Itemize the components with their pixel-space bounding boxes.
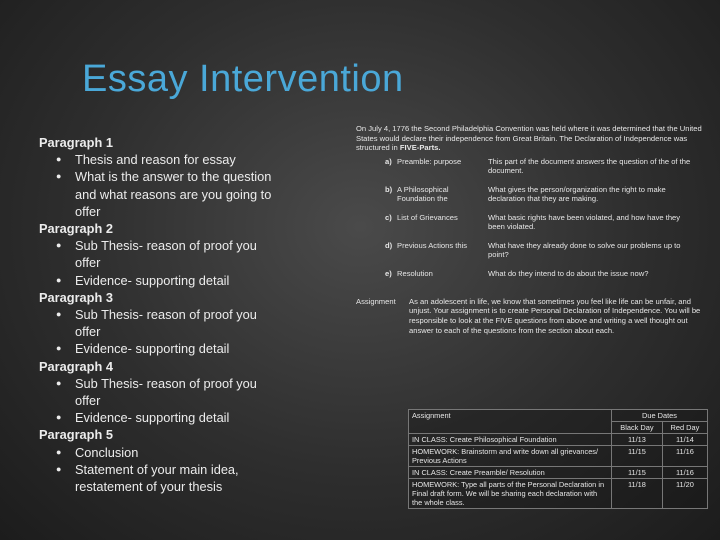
outline-bullet [39, 409, 279, 426]
paragraph-heading: Paragraph 5 [39, 427, 113, 443]
task-cell: HOMEWORK: Brainstorm and write down all grievances/ Previous Actions [409, 446, 612, 467]
black-day-cell: 11/15 [612, 467, 663, 479]
question-description: What have they already done to solve our problems up to point? [488, 240, 681, 260]
paragraph-heading: Paragraph 3 [39, 289, 113, 305]
bullet-text: Sub Thesis- reason of proof you offer [75, 307, 257, 340]
question-part-name: Preamble: purpose [397, 156, 462, 166]
question-row [356, 241, 706, 269]
bullet-text: What is the answer to the question and what reasons are you going to offer [75, 169, 272, 219]
bullet-icon: ● [56, 343, 62, 354]
bullet-icon: ● [56, 412, 62, 423]
paragraph-heading: Paragraph 2 [39, 221, 113, 237]
table-row [409, 446, 708, 467]
declaration-handout [356, 124, 706, 335]
paragraph-outline [39, 134, 279, 495]
bullet-icon: ● [56, 240, 62, 251]
due-dates-header: Due Dates [612, 410, 708, 422]
outline-bullet [39, 306, 279, 340]
question-row [356, 157, 706, 185]
bullet-text: Evidence- supporting detail [75, 410, 230, 426]
due-dates-table [408, 409, 708, 509]
bullet-icon: ● [56, 463, 62, 474]
question-part-name: List of Grievances [397, 212, 458, 222]
task-cell: IN CLASS: Create Preamble/ Resolution [409, 467, 612, 479]
question-row [356, 185, 706, 213]
assignment-label: Assignment [356, 296, 396, 306]
question-letter: b) [385, 184, 393, 194]
outline-bullet [39, 461, 279, 495]
intro-text: On July 4, 1776 the Second Philadelphia Convention was held where it was determined that the United States would declare their independence from Great Britain. The Declaration of Independence was structured in [356, 124, 702, 153]
intro-emphasis: FIVE-Parts. [399, 143, 441, 153]
bullet-text: Thesis and reason for essay [75, 152, 236, 168]
bullet-text: Conclusion [75, 444, 139, 460]
question-letter: a) [385, 156, 392, 166]
assignment-text: As an adolescent in life, we know that sometimes you feel like life can be unfair, and unjust. Your assignment is to create Personal Declaration of Independence. You will be responsible to look at the FIVE questions from above and writing a well thought out answer to each of the questions from the section about each. [409, 296, 701, 335]
outline-bullet [39, 444, 279, 461]
question-description: This part of the document answers the question of the of the document. [488, 156, 691, 176]
assignment-header: Assignment [409, 410, 612, 434]
black-day-cell: 11/13 [612, 434, 663, 446]
task-cell: HOMEWORK: Type all parts of the Personal Declaration in Final draft form. We will be sharing each declaration with the whole class. [409, 479, 612, 509]
question-part-name: Previous Actions this [397, 240, 468, 250]
bullet-icon: ● [56, 171, 62, 182]
outline-bullet [39, 375, 279, 409]
black-day-cell: 11/18 [612, 479, 663, 509]
question-row [356, 213, 706, 241]
question-description: What basic rights have been violated, and how have they been violated. [488, 212, 681, 232]
question-row [356, 269, 706, 293]
question-letter: c) [385, 212, 392, 222]
table-row [409, 479, 708, 509]
table-row [409, 434, 708, 446]
paragraph-heading: Paragraph 4 [39, 358, 113, 374]
table-header-row [409, 410, 708, 422]
bullet-icon: ● [56, 274, 62, 285]
slide-title: Essay Intervention [82, 58, 404, 100]
assignment-block [356, 297, 706, 335]
red-day-cell: 11/16 [662, 446, 707, 467]
question-letter: e) [385, 268, 392, 278]
question-description: What gives the person/organization the right to make declaration that they are making. [488, 184, 666, 204]
bullet-text: Sub Thesis- reason of proof you offer [75, 375, 257, 409]
red-day-header: Red Day [662, 422, 707, 434]
paragraph-heading: Paragraph 1 [39, 135, 113, 150]
bullet-text: Sub Thesis- reason of proof you offer [75, 238, 257, 271]
black-day-cell: 11/15 [612, 446, 663, 467]
outline-bullet [39, 237, 279, 271]
red-day-cell: 11/20 [662, 479, 707, 509]
question-description: What do they intend to do about the issue now? [488, 268, 649, 278]
table-row [409, 467, 708, 479]
outline-bullet [39, 340, 279, 357]
task-cell: IN CLASS: Create Philosophical Foundation [409, 434, 612, 446]
question-part-name: A Philosophical Foundation the [397, 184, 449, 204]
bullet-icon: ● [56, 377, 62, 388]
bullet-icon: ● [56, 154, 62, 165]
outline-bullet [39, 168, 279, 220]
red-day-cell: 11/14 [662, 434, 707, 446]
question-letter: d) [385, 240, 393, 250]
bullet-icon: ● [56, 309, 62, 320]
bullet-icon: ● [56, 446, 62, 457]
bullet-text: Evidence- supporting detail [75, 341, 230, 357]
bullet-text: Statement of your main idea, restatement of your thesis [75, 461, 239, 495]
outline-bullet [39, 272, 279, 289]
question-part-name: Resolution [397, 268, 433, 278]
outline-bullet [39, 151, 279, 168]
red-day-cell: 11/16 [662, 467, 707, 479]
bullet-text: Evidence- supporting detail [75, 272, 230, 288]
handout-intro [356, 124, 706, 153]
black-day-header: Black Day [612, 422, 663, 434]
